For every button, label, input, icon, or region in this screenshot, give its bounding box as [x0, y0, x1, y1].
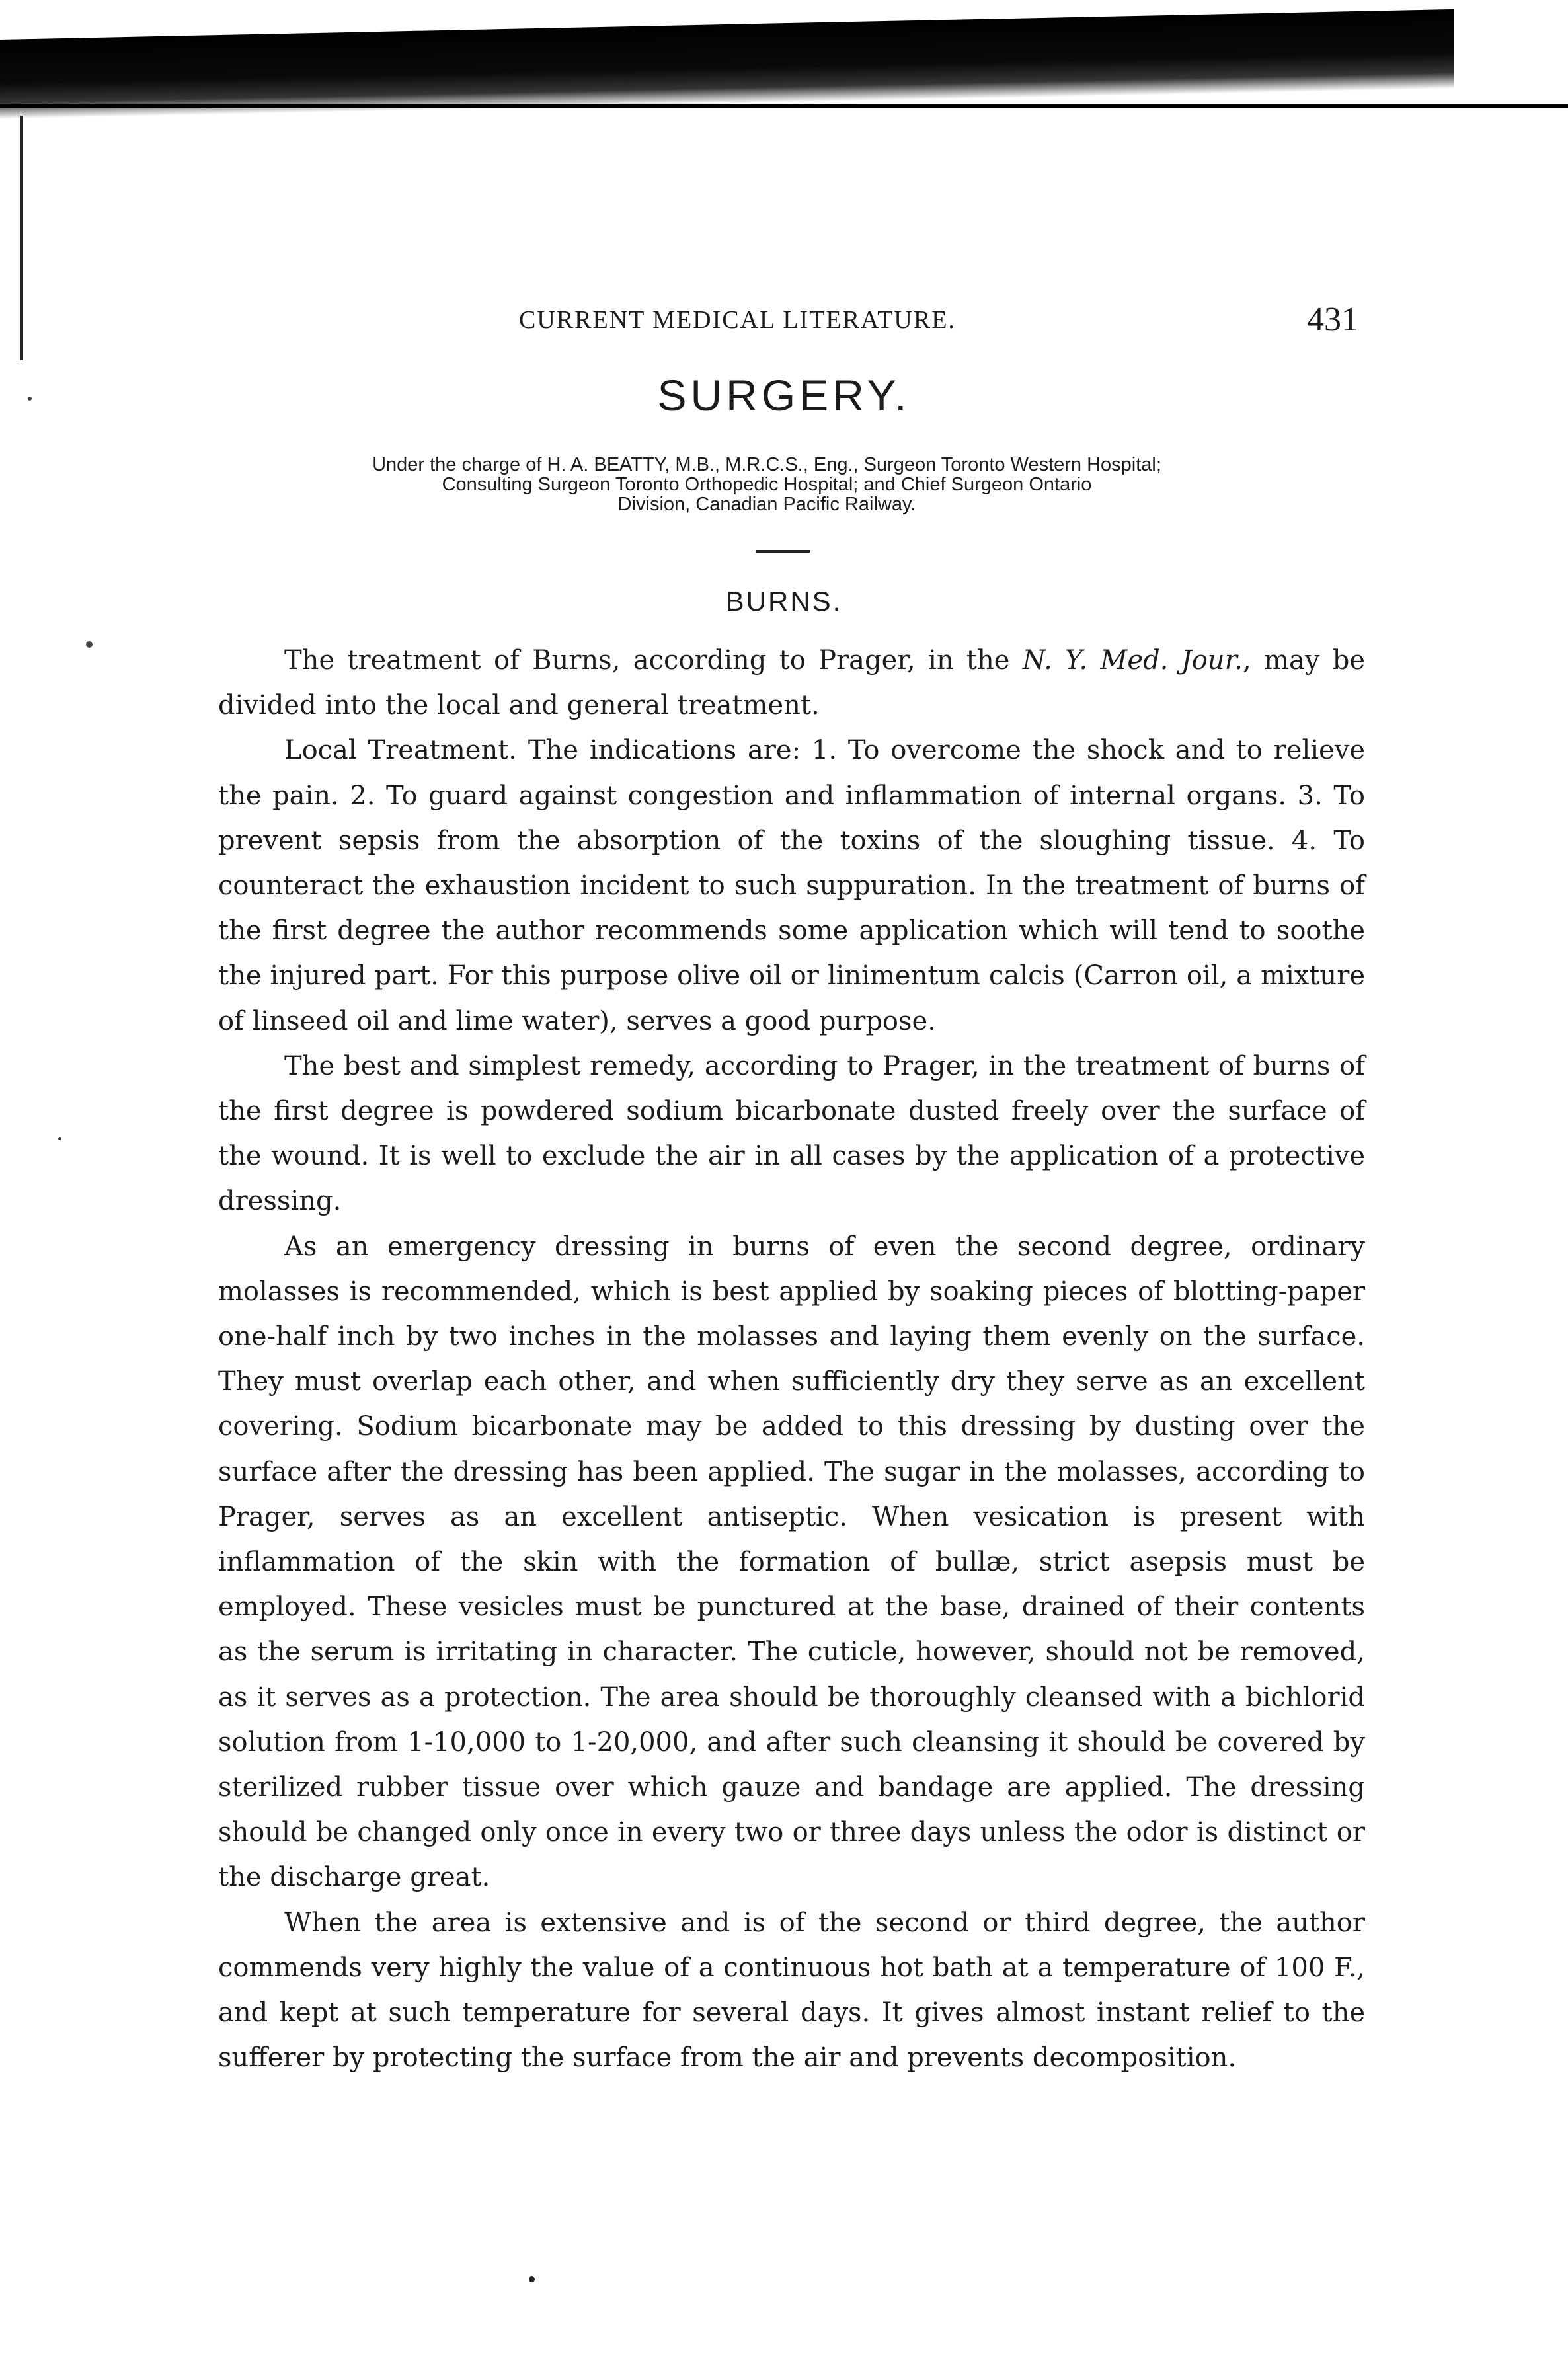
- editor-note: [172, 455, 1362, 514]
- editor-line: Under the charge of H. A. BEATTY, M.B., M.R.C.S., Eng., Surgeon Toronto Western Hospital;: [372, 454, 1161, 475]
- paragraph: Local Treatment. The indications are: 1. To overcome the shock and to relieve the pain. 2. To guard against congestion and inflammation of internal organs. 3. To prevent sepsis from the absorption of the toxins of the sloughing tissue. 4. To counteract the exhaustion incident to such suppuration. In the treatment of burns of the first degree the author recommends some application which will tend to soothe the injured part. For this purpose olive oil or linimentum calcis (Carron oil, a mixture of linseed oil and lime water), serves a good purpose.: [218, 735, 1365, 1036]
- text-run: The treatment of Burns, according to Prager, in the: [284, 645, 1023, 676]
- bottom-mark: [529, 2276, 535, 2282]
- scan-speck: [58, 1137, 61, 1140]
- scan-top-rule: [0, 104, 1568, 108]
- paragraph: As an emergency dressing in burns of even the second degree, ordinary molasses is recommended, which is best applied by soaking pieces of blotting-paper one-half inch by two inches in the molasses and laying them evenly on the surface. They must overlap each other, and when sufficiently dry they serve as an excellent covering. Sodium bicarbonate may be added to this dressing by dusting over the surface after the dressing has been applied. The sugar in the molasses, according to Prager, serves as an excellent antiseptic. When vesication is present with inflammation of the skin with the formation of bullæ, strict asepsis must be employed. These vesicles must be punctured at the base, drained of their contents as the serum is irritating in character. The cuticle, however, should not be removed, as it serves as a protection. The area should be thoroughly cleansed with a bichlorid solution from 1-10,000 to 1-20,000, and after such cleansing it should be covered by sterilized rubber tissue over which gauze and bandage are applied. The dressing should be changed only once in every two or three days unless the odor is distinct or the discharge great.: [218, 1231, 1365, 1893]
- editor-line: Consulting Surgeon Toronto Orthopedic Hospital; and Chief Surgeon Ontario: [442, 474, 1092, 495]
- editor-line: Division, Canadian Pacific Railway.: [617, 494, 916, 515]
- paragraph: [218, 638, 1365, 728]
- text-run: , may be divided into the local and general treatment.: [218, 645, 1365, 721]
- paragraph: The best and simplest remedy, according to Prager, in the treatment of burns of the first degree is powdered sodium bicarbonate dusted freely over the surface of the wound. It is well to exclude the air in all cases by the application of a protective dressing.: [218, 1050, 1365, 1217]
- section-title: SURGERY.: [657, 371, 911, 420]
- article-body: [218, 638, 1365, 2081]
- running-title: CURRENT MEDICAL LITERATURE.: [519, 306, 956, 334]
- article-title: BURNS.: [725, 586, 843, 617]
- journal-name: N. Y. Med. Jour.: [1022, 645, 1243, 676]
- section-divider: [756, 550, 810, 553]
- scan-top-shadow: [0, 9, 1454, 119]
- running-header: [519, 301, 1358, 345]
- scan-speck: [86, 641, 93, 648]
- paragraph: When the area is extensive and is of the second or third degree, the author commends very highly the value of a continuous hot bath at a temperature of 100 F., and kept at such temperature for several days. It gives almost instant relief to the sufferer by protecting the surface from the air and prevents decomposition.: [218, 1907, 1365, 2074]
- scan-left-edge: [20, 116, 23, 360]
- page-number: 431: [1307, 301, 1358, 338]
